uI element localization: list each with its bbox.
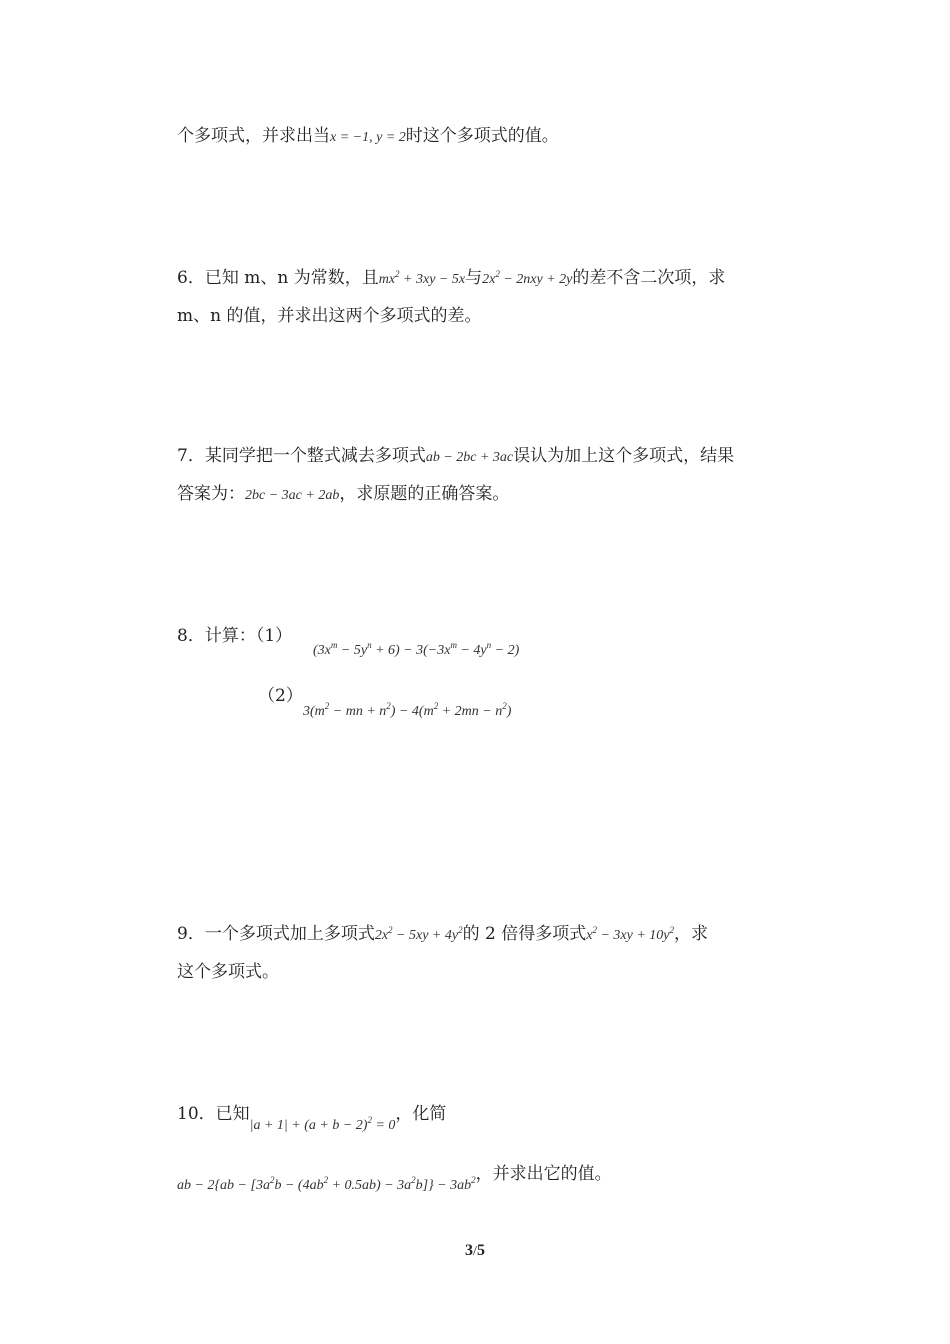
q6-line2: m、n 的值，并求出这两个多项式的差。	[177, 306, 482, 326]
q5-tail: 个多项式，并求出当x = −1, y = 2时这个多项式的值。	[177, 126, 559, 146]
q8-line1: 8．计算：（1）	[177, 626, 293, 646]
q6-line1: 6．已知 m、n 为常数，且$mx^2 + 3xy - 5x$与$2x^2 - 2nxy + 2y$的差不含二次项，求	[177, 268, 726, 288]
q7-line1: 7．某同学把一个整式减去多项式ab − 2bc + 3ac误认为加上这个多项式，结果	[177, 446, 735, 466]
q7-line2: 答案为：2bc − 3ac + 2ab，求原题的正确答案。	[177, 484, 510, 504]
page-number: 3/5	[465, 1242, 485, 1259]
q10-line1: 10．已知$_{|a + 1| + (a + b - 2)^2 = 0}$，化简	[177, 1104, 447, 1133]
q10-line2: $_{ab - 2\{ab - [3a^2b - (4ab^2 + 0.5ab) - 3a^2b]\} - 3ab^2}$，并求出它的值。	[177, 1164, 612, 1193]
q8-part2-label: （2）	[258, 686, 303, 706]
q8-expr1: $(3x^m - 5y^n + 6) - 3(-3x^m - 4y^n - 2)$	[313, 640, 520, 658]
q9-line2: 这个多项式。	[177, 962, 279, 982]
q8-expr2: $3(m^2$ − mn + $n^2) - 4(m^2 + 2mn - n^2)$	[303, 701, 512, 719]
q9-line1: 9．一个多项式加上多项式$2x^2 - 5xy + 4y^2$的 2 倍得多项式$x^2 - 3xy + 10y^2$，求	[177, 924, 708, 944]
